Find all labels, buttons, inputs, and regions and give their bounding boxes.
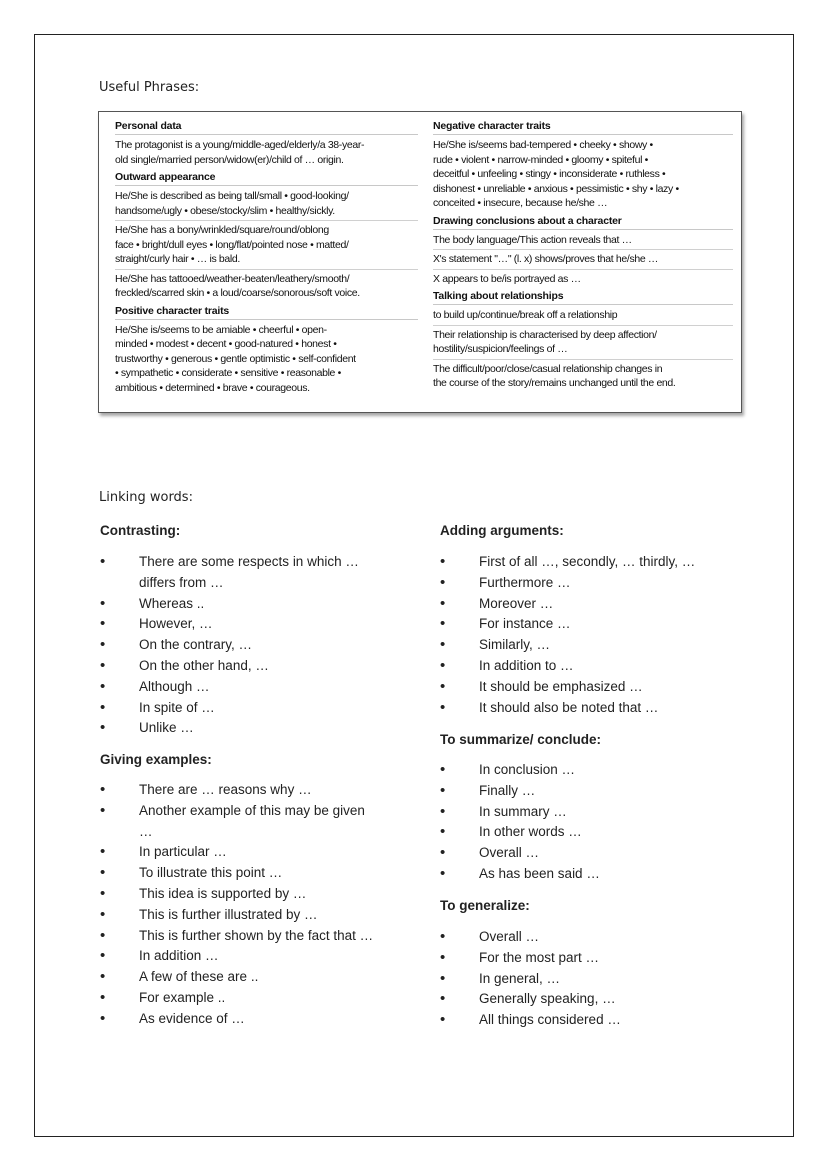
- list-item: • In summary …: [440, 802, 770, 823]
- useful-phrases-title: Useful Phrases:: [99, 80, 200, 95]
- list-item: • There are some respects in which …: [100, 552, 400, 573]
- phrase-entry: X's statement "…" (l. x) shows/proves that he/she …: [433, 252, 733, 270]
- phrase-box-right-column: [433, 120, 733, 395]
- phrase-entry: He/She is described as being tall/small • good-looking/ handsome/ugly • obese/stocky/slim • healthy/sickly.: [115, 189, 418, 221]
- list-item: • On the contrary, …: [100, 635, 400, 656]
- phrase-entry: The body language/This action reveals that …: [433, 233, 733, 251]
- list-item: • In other words …: [440, 822, 770, 843]
- list-item: • In particular …: [100, 842, 400, 863]
- list-item: • For the most part …: [440, 948, 770, 969]
- phrase-box: [98, 111, 742, 413]
- list-item: • Another example of this may be given: [100, 801, 400, 822]
- list-item: • For example ..: [100, 988, 400, 1009]
- list-item: • Unlike …: [100, 718, 400, 739]
- list-item: • Overall …: [440, 843, 770, 864]
- list-item: • In spite of …: [100, 698, 400, 719]
- list-item: • It should also be noted that …: [440, 698, 770, 719]
- phrase-box-left-column: [115, 120, 418, 399]
- relationships-section: [433, 290, 733, 393]
- negative-traits-section: [433, 120, 733, 213]
- summarize-list: [440, 760, 770, 885]
- list-item: • Although …: [100, 677, 400, 698]
- section-title: Positive character traits: [115, 305, 418, 320]
- section-title: Personal data: [115, 120, 418, 135]
- giving-examples-heading: Giving examples:: [100, 752, 212, 767]
- outward-appearance-section: [115, 171, 418, 303]
- phrase-entry: He/She is/seems bad-tempered • cheeky • showy • rude • violent • narrow-minded • gloomy • spiteful • deceitful • unfeeling • stingy • inconsiderate • ruthless • dishonest • unreliable • anxious • pessimistic • shy • lazy • conceited • insecure, because he/she …: [433, 139, 679, 209]
- giving-examples-list: [100, 780, 400, 1030]
- section-title: Outward appearance: [115, 171, 418, 186]
- list-item: • In addition …: [100, 946, 400, 967]
- list-item: • However, …: [100, 614, 400, 635]
- list-item: • Overall …: [440, 927, 770, 948]
- list-item: • First of all …, secondly, … thirdly, …: [440, 552, 770, 573]
- list-item: • In conclusion …: [440, 760, 770, 781]
- list-item: • In general, …: [440, 969, 770, 990]
- adding-arguments-heading: Adding arguments:: [440, 523, 564, 538]
- list-item: • Generally speaking, …: [440, 989, 770, 1010]
- list-item: • Finally …: [440, 781, 770, 802]
- positive-traits-section: [115, 305, 418, 398]
- list-item: differs from …: [139, 574, 224, 590]
- phrase-entry: to build up/continue/break off a relationship: [433, 308, 733, 326]
- phrase-entry: The protagonist is a young/middle-aged/elderly/a 38-year- old single/married person/widow(er)/child of … origin.: [115, 139, 365, 166]
- phrase-entry: He/She has tattooed/weather-beaten/leathery/smooth/ freckled/scarred skin • a loud/coarse/sonorous/soft voice.: [115, 272, 360, 299]
- section-title: Talking about relationships: [433, 290, 733, 305]
- list-item: • Moreover …: [440, 594, 770, 615]
- generalize-heading: To generalize:: [440, 898, 530, 913]
- list-item: • This idea is supported by …: [100, 884, 400, 905]
- list-item: • In addition to …: [440, 656, 770, 677]
- contrasting-list: [100, 552, 400, 739]
- phrase-entry: He/She is/seems to be amiable • cheerful • open- minded • modest • decent • good-natured • honest • trustworthy • generous • gentle optimistic • self-confident • sympathetic • considerate • sensitive • reasonable • ambitious • determined • brave • courageous.: [115, 323, 356, 394]
- list-item: • This is further illustrated by …: [100, 905, 400, 926]
- list-item: • A few of these are ..: [100, 967, 400, 988]
- phrase-entry: The difficult/poor/close/casual relationship changes in the course of the story/remains unchanged until the end.: [433, 362, 676, 389]
- list-item: • Whereas ..: [100, 594, 400, 615]
- section-title: Negative character traits: [433, 120, 733, 135]
- list-item: • All things considered …: [440, 1010, 770, 1031]
- list-item: • To illustrate this point …: [100, 863, 400, 884]
- list-item: • On the other hand, …: [100, 656, 400, 677]
- phrase-entry: X appears to be/is portrayed as …: [433, 272, 581, 285]
- adding-arguments-list: [440, 552, 770, 718]
- list-item: • Similarly, …: [440, 635, 770, 656]
- phrase-entry: He/She has a bony/wrinkled/square/round/oblong face • bright/dull eyes • long/flat/pointed nose • matted/ straight/curly hair • … is bald.: [115, 223, 418, 270]
- list-item: • This is further shown by the fact that …: [100, 926, 400, 947]
- list-item: • For instance …: [440, 614, 770, 635]
- list-item: …: [139, 823, 153, 839]
- list-item: • Furthermore …: [440, 573, 770, 594]
- personal-data-section: [115, 120, 418, 169]
- linking-words-title: Linking words:: [99, 490, 193, 505]
- generalize-list: [440, 927, 770, 1031]
- phrase-entry: Their relationship is characterised by deep affection/ hostility/suspicion/feelings of …: [433, 328, 733, 360]
- list-item: • As has been said …: [440, 864, 770, 885]
- list-item: • There are … reasons why …: [100, 780, 400, 801]
- drawing-conclusions-section: [433, 215, 733, 289]
- list-item: • It should be emphasized …: [440, 677, 770, 698]
- summarize-heading: To summarize/ conclude:: [440, 732, 602, 747]
- section-title: Drawing conclusions about a character: [433, 215, 733, 230]
- list-item: • As evidence of …: [100, 1009, 400, 1030]
- contrasting-heading: Contrasting:: [100, 523, 181, 538]
